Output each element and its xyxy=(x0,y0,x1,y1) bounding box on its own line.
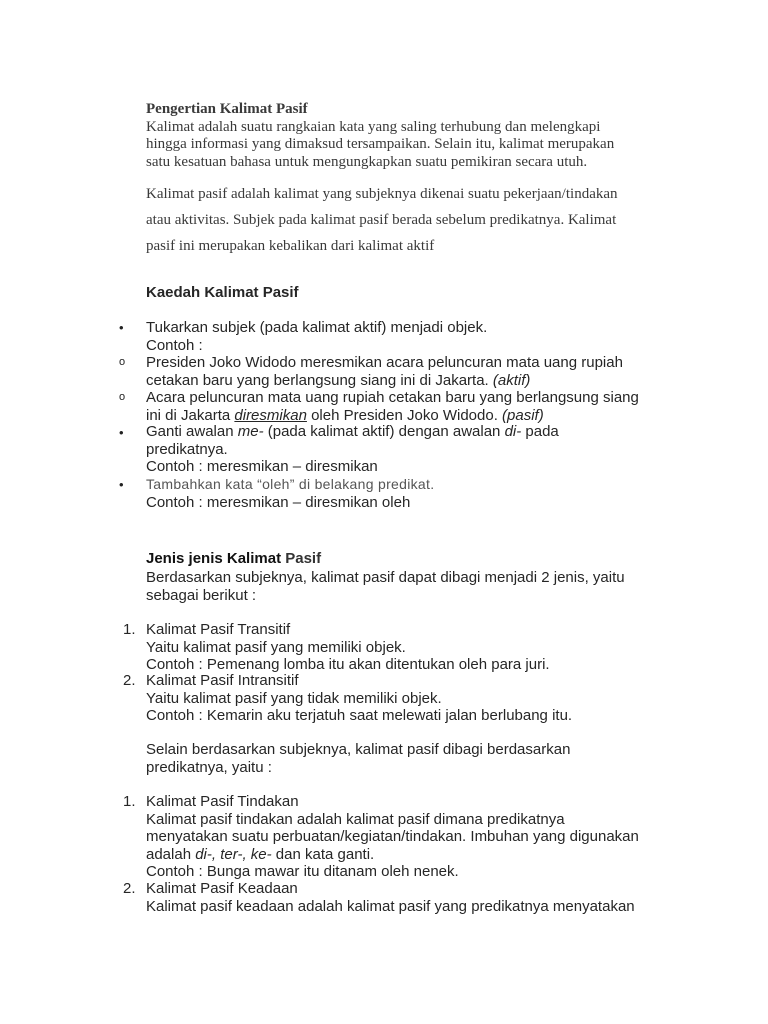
list-item xyxy=(146,793,666,881)
list-item xyxy=(146,880,666,915)
list-item-text: oleh Presiden Joko Widodo. xyxy=(311,406,498,424)
list-item-text: Tambahkan kata “oleh” di belakang predikat. xyxy=(146,476,435,492)
list-number: 1. xyxy=(123,621,136,638)
imbuhan-list: di-, ter-, ke- xyxy=(195,845,272,863)
list-item-text: (pada kalimat aktif) dengan awalan xyxy=(267,423,501,440)
paragraph-line: hingga informasi yang dimaksud tersampaikan. Selain itu, kalimat merupakan xyxy=(146,136,615,152)
jenis-heading-text: Jenis jenis Kalimat xyxy=(146,550,282,567)
list-item-text: pada xyxy=(525,423,559,440)
list-item-text: cetakan baru yang berlangsung siang ini di Jakarta. xyxy=(146,371,489,389)
paragraph-line: predikatnya, yaitu : xyxy=(146,758,272,776)
list-item-text: Tukarkan subjek (pada kalimat aktif) menjadi objek. xyxy=(146,319,488,336)
paragraph-line: Kalimat pasif adalah kalimat yang subjeknya dikenai suatu pekerjaan/tindakan xyxy=(146,186,618,202)
paragraph-line: Kalimat adalah suatu rangkaian kata yang saling terhubung dan melengkapi xyxy=(146,118,601,135)
list-item-text: Yaitu kalimat pasif yang memiliki objek. xyxy=(146,638,406,656)
list-item xyxy=(146,476,666,511)
section-title: Pengertian Kalimat Pasif xyxy=(146,101,308,117)
contoh-text: Contoh : Kemarin aku terjatuh saat melewati jalan berlubang itu. xyxy=(146,707,573,724)
paragraph-line: Berdasarkan subjeknya, kalimat pasif dapat dibagi menjadi 2 jenis, yaitu xyxy=(146,569,625,586)
contoh-text: Contoh : Bunga mawar itu ditanam oleh nenek. xyxy=(146,863,459,880)
list-item-title: Kalimat Pasif Transitif xyxy=(146,621,291,638)
sub-bullet-icon: o xyxy=(119,391,126,403)
sub-bullet-icon: o xyxy=(119,356,126,368)
paragraph-line: atau aktivitas. Subjek pada kalimat pasif berada sebelum predikatnya. Kalimat xyxy=(146,212,617,228)
list-item xyxy=(146,672,666,725)
list-item-text: Kalimat pasif tindakan adalah kalimat pasif dimana predikatnya xyxy=(146,810,565,828)
pengertian-section xyxy=(146,101,686,171)
paragraph-line: pasif ini merupakan kebalikan dari kalimat aktif xyxy=(146,238,435,254)
list-item-text: adalah xyxy=(146,845,192,863)
definition-paragraph xyxy=(146,181,646,259)
contoh-label: Contoh : xyxy=(146,336,203,354)
list-number: 2. xyxy=(123,880,136,897)
contoh-text: Contoh : meresmikan – diresmikan oleh xyxy=(146,493,411,511)
list-number: 1. xyxy=(123,793,136,810)
list-item-text: Yaitu kalimat pasif yang tidak memiliki objek. xyxy=(146,689,442,707)
jenis-heading-tail: Pasif xyxy=(285,550,322,567)
paragraph-line: satu kesatuan bahasa untuk mengungkapkan suatu pemikiran secara utuh. xyxy=(146,153,588,170)
bullet-icon: • xyxy=(119,425,124,440)
list-item-text: predikatnya. xyxy=(146,440,228,458)
emphasis-diresmikan: diresmikan xyxy=(234,406,307,424)
paragraph-line: Selain berdasarkan subjeknya, kalimat pasif dibagi berdasarkan xyxy=(146,741,571,758)
contoh-text: Contoh : Pemenang lomba itu akan ditentukan oleh para juri. xyxy=(146,656,550,673)
list-item-text: dan kata ganti. xyxy=(275,845,375,863)
list-item-title: Kalimat Pasif Tindakan xyxy=(146,793,299,810)
aktif-tag: (aktif) xyxy=(492,371,531,389)
jenis-intro xyxy=(146,569,666,604)
paragraph-line: sebagai berikut : xyxy=(146,586,257,604)
list-item-text: Kalimat pasif keadaan adalah kalimat pasif yang predikatnya menyatakan xyxy=(146,897,635,915)
bullet-icon: • xyxy=(119,477,124,492)
list-item-title: Kalimat Pasif Keadaan xyxy=(146,880,298,897)
list-item xyxy=(146,621,666,674)
list-number: 2. xyxy=(123,672,136,689)
prefix-di: di- xyxy=(504,423,522,440)
list-item-title: Kalimat Pasif Intransitif xyxy=(146,672,299,689)
list-item-text: ini di Jakarta xyxy=(146,406,231,424)
list-item xyxy=(146,354,666,389)
kaedah-heading: Kaedah Kalimat Pasif xyxy=(146,284,299,301)
bullet-icon: • xyxy=(119,320,124,335)
list-item xyxy=(146,319,666,354)
list-item-text: Presiden Joko Widodo meresmikan acara peluncuran mata uang rupiah xyxy=(146,354,623,371)
jenis-intro-2 xyxy=(146,741,666,776)
list-item-text: Ganti awalan xyxy=(146,423,234,440)
contoh-text: Contoh : meresmikan – diresmikan xyxy=(146,458,378,475)
jenis-heading xyxy=(146,550,321,567)
list-item xyxy=(146,423,666,476)
list-item-text: menyatakan suatu perbuatan/kegiatan/tindakan. Imbuhan yang digunakan xyxy=(146,828,639,845)
list-item-text: Acara peluncuran mata uang rupiah cetakan baru yang berlangsung siang xyxy=(146,389,639,406)
list-item xyxy=(146,389,666,424)
prefix-me: me- xyxy=(237,423,264,440)
pasif-tag: (pasif) xyxy=(502,406,544,424)
